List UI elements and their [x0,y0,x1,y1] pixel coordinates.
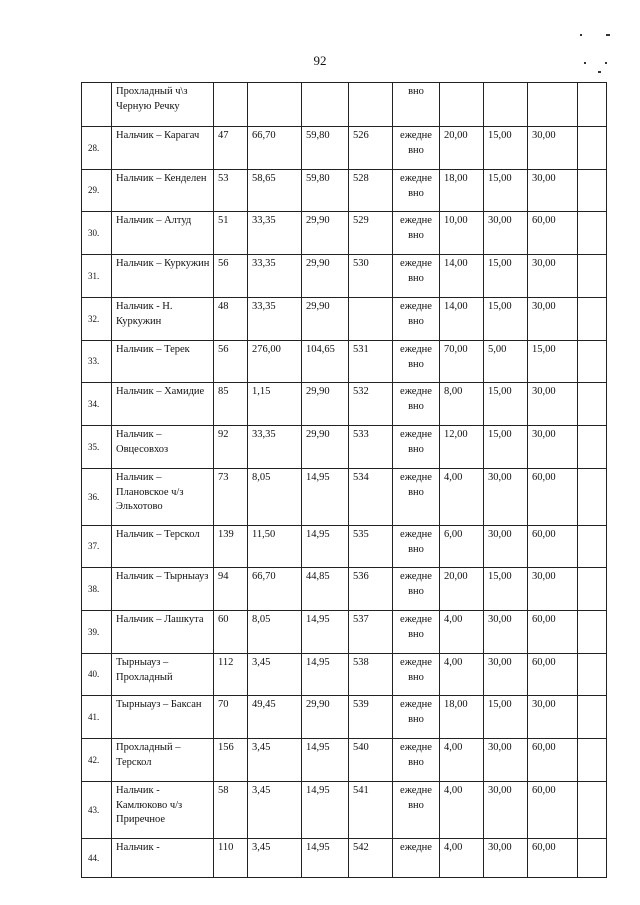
scan-speck [584,62,586,64]
route-name-cell: Нальчик – Овцесовхоз [112,426,214,469]
frequency-line-2: вно [408,543,424,555]
value-col-2-cell: 3,45 [248,839,302,878]
blank-cell-cell [578,611,607,654]
distance-km-cell: 47 [214,127,248,170]
value-col-6-cell: 15,00 [484,426,528,469]
distance-km-cell: 56 [214,255,248,298]
value-col-5-cell: 10,00 [440,212,484,255]
value-col-7-cell: 30,00 [528,255,578,298]
distance-km-cell: 110 [214,839,248,878]
row-number-cell: 41. [82,696,112,739]
distance-km-cell: 94 [214,568,248,611]
value-col-5-cell: 4,00 [440,469,484,526]
frequency-cell [393,611,440,654]
table-row [82,298,607,341]
frequency-cell [393,127,440,170]
row-number-cell: 30. [82,212,112,255]
value-col-5-cell [440,83,484,127]
frequency-line-2: вно [408,585,424,597]
blank-cell-cell [578,212,607,255]
frequency-cell [393,696,440,739]
frequency-line-2: вно [408,486,424,498]
frequency-cell [393,212,440,255]
frequency-line-2: вно [408,144,424,156]
distance-km-cell: 156 [214,739,248,782]
blank-cell-cell [578,426,607,469]
value-col-5-cell: 70,00 [440,341,484,383]
value-col-6-cell: 30,00 [484,526,528,568]
frequency-line-1: ежедне [400,258,432,269]
frequency-line-1: ежедне [400,614,432,625]
frequency-line-1: ежедне [400,472,432,483]
route-code-cell: 534 [349,469,393,526]
value-col-7-cell: 60,00 [528,654,578,696]
frequency-line-2: вно [408,671,424,683]
route-name-cell: Нальчик - Н. Куркужин [112,298,214,341]
value-col-2-cell: 33,35 [248,212,302,255]
route-code-cell [349,83,393,127]
frequency-line-2: вно [408,86,424,97]
distance-km-cell: 48 [214,298,248,341]
value-col-7-cell: 30,00 [528,696,578,739]
frequency-cell [393,426,440,469]
distance-km-cell [214,83,248,127]
route-code-cell: 531 [349,341,393,383]
frequency-line-1: ежедне [400,301,432,312]
table-row [82,341,607,383]
value-col-6-cell: 15,00 [484,170,528,212]
table-row [82,426,607,469]
blank-cell-cell [578,469,607,526]
frequency-cell [393,839,440,878]
route-code-cell: 539 [349,696,393,739]
value-col-7-cell: 60,00 [528,739,578,782]
blank-cell-cell [578,341,607,383]
value-col-7-cell: 15,00 [528,341,578,383]
frequency-line-2: вно [408,229,424,241]
blank-cell-cell [578,654,607,696]
value-col-3-cell: 59,80 [302,127,349,170]
value-col-2-cell: 11,50 [248,526,302,568]
row-number-cell: 43. [82,782,112,839]
table-row [82,611,607,654]
frequency-line-2: вно [408,315,424,327]
value-col-5-cell: 12,00 [440,426,484,469]
value-col-3-cell: 29,90 [302,696,349,739]
value-col-6-cell: 15,00 [484,383,528,426]
route-name-cell: Тырныауз – Прохладный [112,654,214,696]
value-col-3-cell: 14,95 [302,739,349,782]
value-col-7-cell: 60,00 [528,469,578,526]
value-col-2-cell: 3,45 [248,654,302,696]
distance-km-cell: 58 [214,782,248,839]
value-col-7-cell: 30,00 [528,568,578,611]
frequency-line-1: ежедне [400,785,432,796]
route-name-cell: Нальчик – Куркужин [112,255,214,298]
row-number-cell: 32. [82,298,112,341]
frequency-cell [393,341,440,383]
value-col-7-cell: 30,00 [528,127,578,170]
value-col-5-cell: 8,00 [440,383,484,426]
route-code-cell: 536 [349,568,393,611]
row-number-cell: 35. [82,426,112,469]
table-row [82,526,607,568]
value-col-5-cell: 20,00 [440,127,484,170]
row-number-cell: 42. [82,739,112,782]
frequency-line-2: вно [408,628,424,640]
blank-cell-cell [578,170,607,212]
scan-speck [580,34,582,36]
frequency-cell [393,782,440,839]
value-col-5-cell: 20,00 [440,568,484,611]
route-name-cell: Нальчик – Лашкута [112,611,214,654]
route-code-cell: 530 [349,255,393,298]
page-number: 92 [313,53,327,68]
route-name-cell: Нальчик – Алтуд [112,212,214,255]
value-col-3-cell: 14,95 [302,839,349,878]
frequency-line-2: вно [408,756,424,768]
frequency-cell [393,654,440,696]
frequency-cell [393,298,440,341]
distance-km-cell: 53 [214,170,248,212]
row-number-cell: 29. [82,170,112,212]
value-col-3-cell: 29,90 [302,383,349,426]
distance-km-cell: 73 [214,469,248,526]
value-col-2-cell: 1,15 [248,383,302,426]
value-col-2-cell: 58,65 [248,170,302,212]
route-name-cell: Нальчик – Плановское ч/з Эльхотово [112,469,214,526]
frequency-line-1: ежедне [400,215,432,226]
value-col-2-cell: 8,05 [248,469,302,526]
value-col-7-cell: 60,00 [528,611,578,654]
value-col-3-cell [302,83,349,127]
row-number-cell: 37. [82,526,112,568]
table-row [82,469,607,526]
blank-cell-cell [578,782,607,839]
row-number-cell: 39. [82,611,112,654]
frequency-line-1: ежедне [400,657,432,668]
value-col-5-cell: 4,00 [440,782,484,839]
frequency-line-1: ежедне [400,344,432,355]
blank-cell-cell [578,127,607,170]
table-row [82,212,607,255]
value-col-2-cell: 66,70 [248,568,302,611]
frequency-cell [393,568,440,611]
table-row [82,782,607,839]
blank-cell-cell [578,298,607,341]
frequency-line-1: ежедне [400,529,432,540]
frequency-line-1: ежедне [400,130,432,141]
distance-km-cell: 70 [214,696,248,739]
distance-km-cell: 85 [214,383,248,426]
value-col-6-cell: 30,00 [484,469,528,526]
value-col-5-cell: 18,00 [440,696,484,739]
value-col-3-cell: 29,90 [302,255,349,298]
route-name-cell: Нальчик – Карагач [112,127,214,170]
value-col-6-cell: 30,00 [484,212,528,255]
route-name-cell: Нальчик – Терек [112,341,214,383]
frequency-line-2: вно [408,400,424,412]
frequency-line-2: вно [408,713,424,725]
value-col-5-cell: 18,00 [440,170,484,212]
value-col-2-cell: 33,35 [248,255,302,298]
value-col-3-cell: 29,90 [302,426,349,469]
table-row [82,696,607,739]
route-name-cell: Прохладный – Терскол [112,739,214,782]
value-col-3-cell: 14,95 [302,469,349,526]
route-name-cell: Нальчик – Хамидие [112,383,214,426]
value-col-2-cell: 33,35 [248,426,302,469]
frequency-cell [393,383,440,426]
table-row [82,839,607,878]
value-col-6-cell: 30,00 [484,654,528,696]
value-col-7-cell: 60,00 [528,782,578,839]
value-col-5-cell: 4,00 [440,739,484,782]
route-name-cell: Нальчик – Кенделен [112,170,214,212]
row-number-cell: 34. [82,383,112,426]
value-col-7-cell: 60,00 [528,839,578,878]
table-row [82,383,607,426]
value-col-5-cell: 4,00 [440,611,484,654]
route-code-cell [349,298,393,341]
value-col-2-cell: 49,45 [248,696,302,739]
distance-km-cell: 139 [214,526,248,568]
distance-km-cell: 60 [214,611,248,654]
frequency-line-1: ежедне [400,742,432,753]
table-row [82,568,607,611]
value-col-3-cell: 14,95 [302,654,349,696]
row-number-cell: 31. [82,255,112,298]
value-col-6-cell: 30,00 [484,611,528,654]
value-col-2-cell: 3,45 [248,782,302,839]
value-col-2-cell [248,83,302,127]
route-code-cell: 540 [349,739,393,782]
frequency-cell [393,83,440,127]
row-number-cell: 36. [82,469,112,526]
value-col-6-cell: 5,00 [484,341,528,383]
distance-km-cell: 56 [214,341,248,383]
blank-cell-cell [578,83,607,127]
value-col-7-cell: 30,00 [528,170,578,212]
value-col-7-cell: 60,00 [528,212,578,255]
frequency-line-2: вно [408,358,424,370]
route-code-cell: 541 [349,782,393,839]
frequency-line-1: ежедне [400,842,432,853]
scan-speck [605,62,607,64]
routes-table [81,82,607,878]
value-col-2-cell: 276,00 [248,341,302,383]
value-col-3-cell: 59,80 [302,170,349,212]
route-name-cell: Тырныауз – Баксан [112,696,214,739]
distance-km-cell: 51 [214,212,248,255]
route-code-cell: 532 [349,383,393,426]
value-col-6-cell: 30,00 [484,739,528,782]
value-col-6-cell: 30,00 [484,839,528,878]
value-col-3-cell: 14,95 [302,526,349,568]
value-col-7-cell: 30,00 [528,383,578,426]
route-name-cell: Нальчик - [112,839,214,878]
row-number-cell: 28. [82,127,112,170]
value-col-6-cell: 30,00 [484,782,528,839]
table-row [82,127,607,170]
table-row [82,83,607,127]
row-number-cell: 40. [82,654,112,696]
distance-km-cell: 92 [214,426,248,469]
blank-cell-cell [578,383,607,426]
route-code-cell: 535 [349,526,393,568]
value-col-7-cell: 60,00 [528,526,578,568]
row-number-cell: 44. [82,839,112,878]
value-col-6-cell: 15,00 [484,127,528,170]
frequency-cell [393,255,440,298]
routes-table-body [82,83,607,878]
route-code-cell: 537 [349,611,393,654]
route-name-cell: Нальчик – Тырныауз [112,568,214,611]
value-col-6-cell: 15,00 [484,298,528,341]
value-col-5-cell: 14,00 [440,298,484,341]
value-col-2-cell: 66,70 [248,127,302,170]
table-row [82,739,607,782]
scan-speck [606,34,610,36]
route-name-cell: Нальчик - Камлюково ч/з Приречное [112,782,214,839]
route-code-cell: 533 [349,426,393,469]
blank-cell-cell [578,255,607,298]
value-col-7-cell: 30,00 [528,298,578,341]
value-col-2-cell: 8,05 [248,611,302,654]
row-number-cell [82,83,112,127]
frequency-line-1: ежедне [400,571,432,582]
blank-cell-cell [578,526,607,568]
value-col-3-cell: 104,65 [302,341,349,383]
table-row [82,654,607,696]
frequency-cell [393,170,440,212]
value-col-7-cell: 30,00 [528,426,578,469]
value-col-5-cell: 4,00 [440,839,484,878]
blank-cell-cell [578,839,607,878]
row-number-cell: 33. [82,341,112,383]
blank-cell-cell [578,739,607,782]
value-col-3-cell: 14,95 [302,611,349,654]
route-code-cell: 529 [349,212,393,255]
frequency-line-2: вно [408,799,424,811]
value-col-5-cell: 4,00 [440,654,484,696]
value-col-3-cell: 44,85 [302,568,349,611]
value-col-5-cell: 6,00 [440,526,484,568]
route-code-cell: 538 [349,654,393,696]
frequency-line-2: вно [408,272,424,284]
route-name-cell: Прохладный ч\з Черную Речку [112,83,214,127]
frequency-cell [393,739,440,782]
value-col-6-cell [484,83,528,127]
frequency-cell [393,469,440,526]
frequency-line-1: ежедне [400,699,432,710]
route-code-cell: 526 [349,127,393,170]
frequency-line-2: вно [408,443,424,455]
table-row [82,170,607,212]
frequency-line-2: вно [408,187,424,199]
blank-cell-cell [578,568,607,611]
distance-km-cell: 112 [214,654,248,696]
value-col-6-cell: 15,00 [484,255,528,298]
frequency-line-1: ежедне [400,386,432,397]
value-col-6-cell: 15,00 [484,568,528,611]
frequency-cell [393,526,440,568]
value-col-3-cell: 14,95 [302,782,349,839]
frequency-line-1: ежедне [400,173,432,184]
scan-speck [598,71,601,73]
value-col-2-cell: 3,45 [248,739,302,782]
route-name-cell: Нальчик – Терскол [112,526,214,568]
value-col-2-cell: 33,35 [248,298,302,341]
row-number-cell: 38. [82,568,112,611]
value-col-7-cell [528,83,578,127]
value-col-6-cell: 15,00 [484,696,528,739]
frequency-line-1: ежедне [400,429,432,440]
blank-cell-cell [578,696,607,739]
value-col-3-cell: 29,90 [302,298,349,341]
value-col-3-cell: 29,90 [302,212,349,255]
route-code-cell: 528 [349,170,393,212]
table-row [82,255,607,298]
route-code-cell: 542 [349,839,393,878]
value-col-5-cell: 14,00 [440,255,484,298]
